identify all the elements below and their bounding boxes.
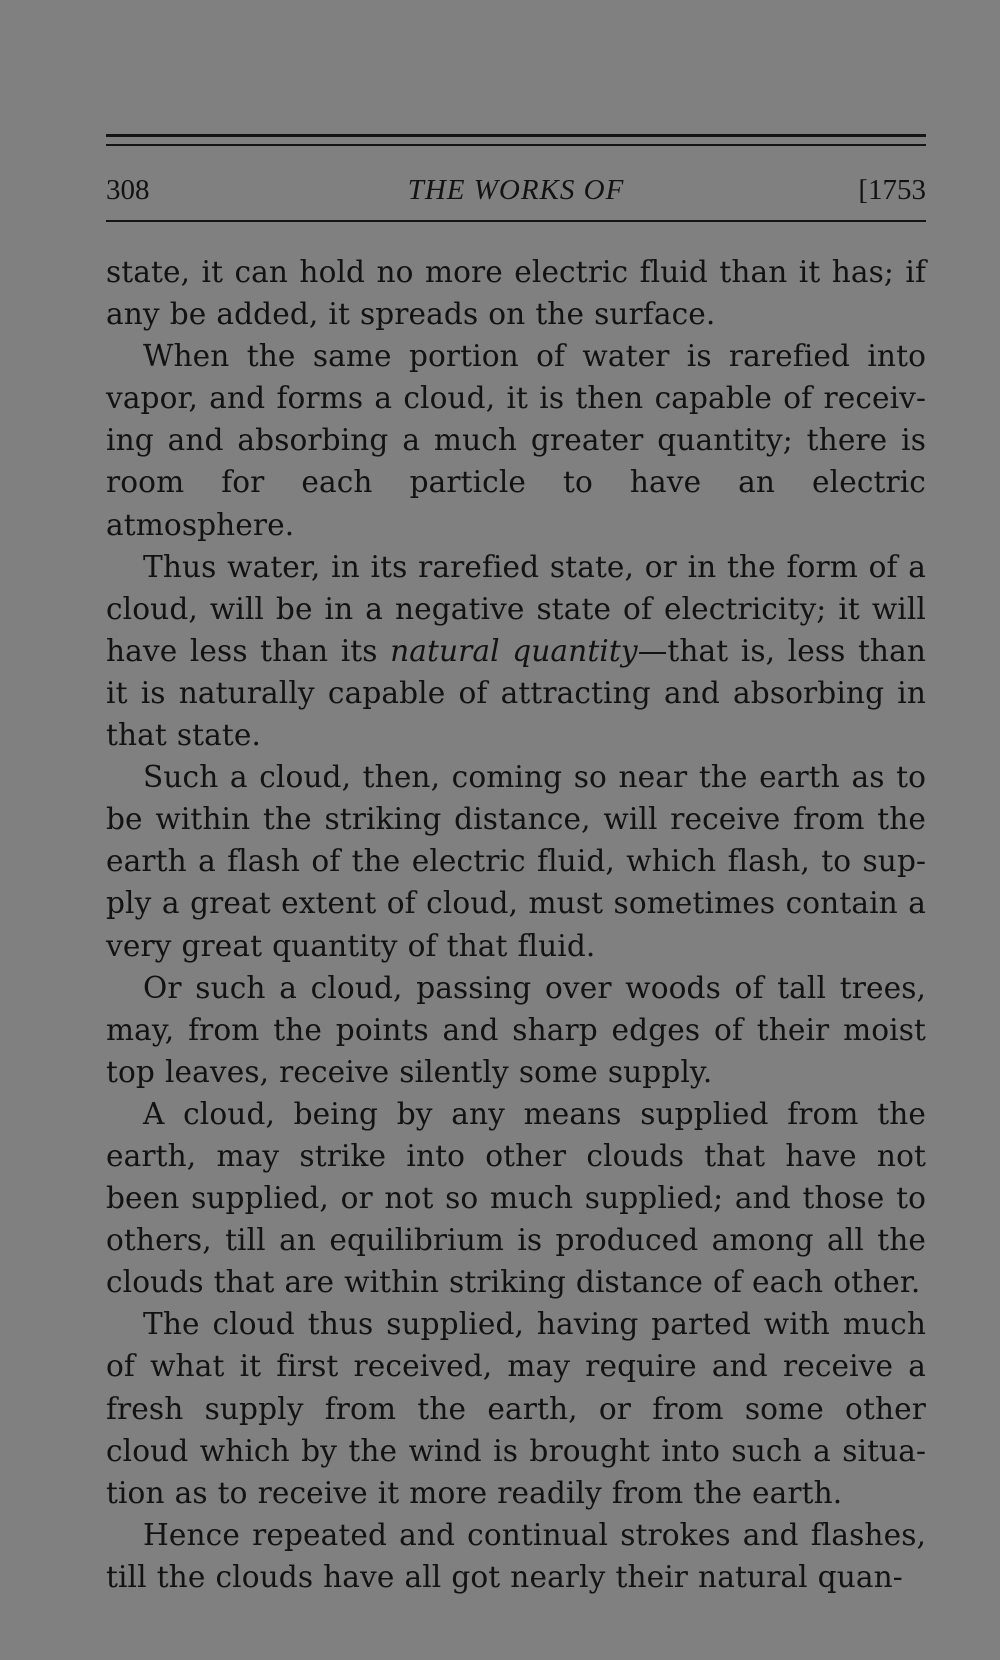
paragraph-text: The cloud thus supplied, having parted with much of what it first received, may require and receive a fresh supply from the earth, or from some other cloud which by the wind is brought into such a situation as to receive it more readily from the earth. bbox=[106, 1307, 926, 1510]
paragraph bbox=[106, 756, 926, 966]
book-page bbox=[106, 0, 926, 1660]
header-rule-top-inner bbox=[106, 144, 926, 146]
paragraph-text: Thus water, in its rarefied state, or in the form of a cloud, will be in a negative state of electricity; it will have less than its bbox=[106, 549, 926, 668]
italic-text: natural quantity bbox=[390, 633, 638, 668]
paragraph bbox=[106, 335, 926, 545]
page-number: 308 bbox=[106, 174, 150, 206]
running-head bbox=[106, 170, 926, 210]
paragraph bbox=[106, 251, 926, 335]
paragraph-text: When the same portion of water is rarefied into vapor, and forms a cloud, it is then capable of receiving and absorbing a much greater quantity; there is room for each particle to have an electric atmosphere. bbox=[106, 339, 926, 542]
paragraph-text: Or such a cloud, passing over woods of tall trees, may, from the points and sharp edges of their moist top leaves, receive silently some supply. bbox=[106, 970, 926, 1089]
running-title: THE WORKS OF bbox=[407, 174, 625, 206]
paragraph bbox=[106, 1303, 926, 1513]
paragraph-text: Hence repeated and continual strokes and flashes, till the clouds have all got nearly their natural quan- bbox=[106, 1517, 926, 1594]
paragraph bbox=[106, 967, 926, 1093]
body-text bbox=[106, 251, 926, 1598]
paragraph-text: A cloud, being by any means supplied from the earth, may strike into other clouds that have not been supplied, or not so much supplied; and those to others, till an equilibrium is produced among all the clouds that are within striking distance of each other. bbox=[106, 1096, 926, 1300]
running-year: [1753 bbox=[858, 174, 926, 206]
paragraph bbox=[106, 546, 926, 756]
paragraph-text: state, it can hold no more electric fluid than it has; if any be added, it spreads on the surface. bbox=[106, 255, 926, 332]
paragraph-text: —that is, less than it is naturally capable of attracting and absorbing in that state. bbox=[106, 633, 926, 753]
header-rule-top bbox=[106, 134, 926, 137]
paragraph-text: Such a cloud, then, coming so near the earth as to be within the striking distance, will receive from the earth a flash of the electric fluid, which flash, to supply a great extent of cloud, must sometimes contain a very great quantity of that fluid. bbox=[106, 760, 926, 963]
header-rule-bottom bbox=[106, 220, 926, 222]
paragraph bbox=[106, 1093, 926, 1303]
paragraph bbox=[106, 1514, 926, 1598]
